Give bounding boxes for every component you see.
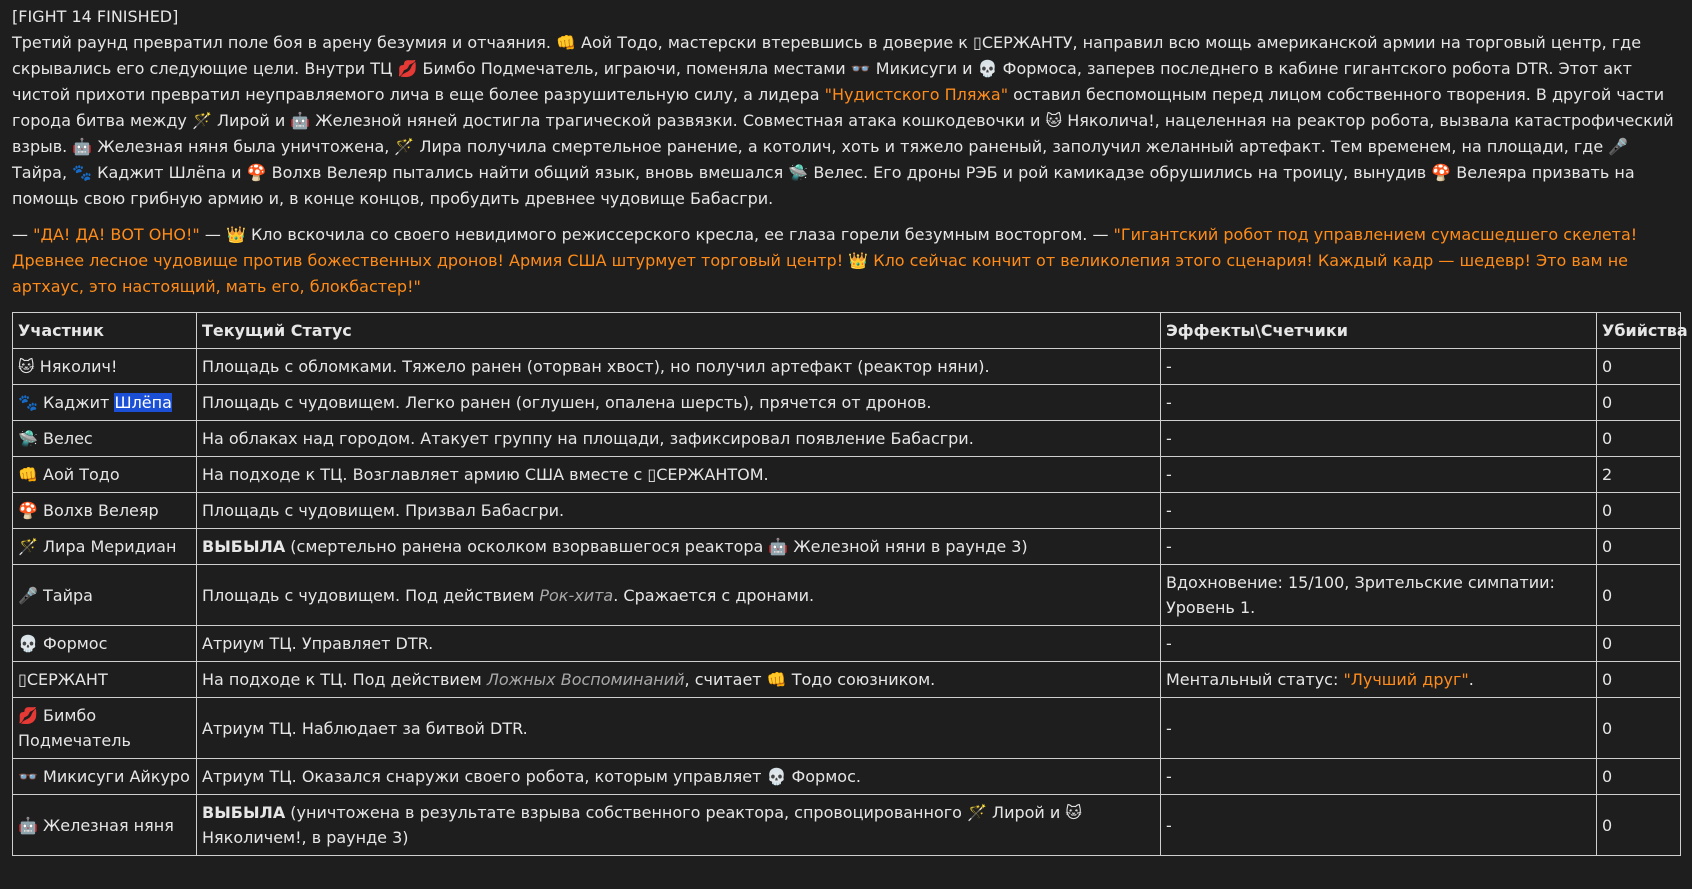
selected-text[interactable]: Шлёпа bbox=[114, 393, 172, 412]
glasses-icon: 👓 bbox=[18, 767, 38, 786]
effects-cell: - bbox=[1161, 626, 1597, 662]
participant-cell bbox=[13, 759, 197, 795]
participant-name: СЕРЖАНТ bbox=[26, 670, 108, 689]
kills-cell: 0 bbox=[1597, 626, 1681, 662]
participant-cell bbox=[13, 457, 197, 493]
participant-name: Велес bbox=[43, 429, 93, 448]
status-text: , считает 👊 Тодо союзником. bbox=[684, 670, 936, 689]
column-header-kills: Убийства bbox=[1597, 313, 1681, 349]
lips-icon: 💋 bbox=[18, 706, 38, 725]
table-row bbox=[13, 421, 1681, 457]
effects-cell: - bbox=[1161, 698, 1597, 759]
participant-cell bbox=[13, 385, 197, 421]
column-header-effects: Эффекты\Счетчики bbox=[1161, 313, 1597, 349]
table-row bbox=[13, 626, 1681, 662]
table-row bbox=[13, 565, 1681, 626]
effects-text: . bbox=[1468, 670, 1474, 689]
effect-name: Рок-хита bbox=[539, 585, 614, 605]
participant-cell bbox=[13, 698, 197, 759]
table-row bbox=[13, 698, 1681, 759]
participant-name: Бимбо Подмечатель bbox=[18, 706, 131, 750]
kills-cell: 0 bbox=[1597, 493, 1681, 529]
participant-name: Аой Тодо bbox=[43, 465, 120, 484]
status-cell bbox=[197, 662, 1161, 698]
wand-icon: 🪄 bbox=[18, 537, 38, 556]
table-row bbox=[13, 385, 1681, 421]
participant-cell bbox=[13, 626, 197, 662]
participant-cell bbox=[13, 421, 197, 457]
skull-icon: 💀 bbox=[18, 634, 38, 653]
kills-cell: 0 bbox=[1597, 421, 1681, 457]
status-text: (смертельно ранена осколком взорвавшегося реактора 🤖 Железной няни в раунде 3) bbox=[285, 537, 1028, 556]
effects-cell: Вдохновение: 15/100, Зрительские симпатии: Уровень 1. bbox=[1161, 565, 1597, 626]
participant-name: Железная няня bbox=[43, 815, 174, 835]
status-cell: Атриум ТЦ. Управляет DTR. bbox=[197, 626, 1161, 662]
participant-name: Няколич! bbox=[39, 357, 118, 376]
participant-name: Формос bbox=[43, 634, 108, 653]
effects-cell: - bbox=[1161, 385, 1597, 421]
narrative-text-rest: оставил беспомощным перед лицом собственного творения. В другой части города битва между 🪄 Лирой и 🤖 Железной няней достигла трагической развязки. Совместная атака кошкодевочки и 🐱 Няколича!, нацеленная на реактор робота, вызвала катастрофический взрыв. 🤖 Железная няня была уничтожена, 🪄 Лира получила смертельное ранение, а котолич, хоть и тяжело раненый, заполучил желанный артефакт. Тем временем, на площади, где 🎤 Тайра, 🐾 Каджит Шлёпа и 🍄 Волхв Велеяр пытались найти общий язык, вновь вмешался 🛸 Велес. Его дроны РЭБ и рой камикадзе обрушились на троицу, вынудив 🍄 Велеяра призвать на помощь свою грибную армию и, в конце концов, пробудить древнее чудовище Бабасгри. bbox=[12, 85, 1674, 208]
participant-name: Тайра bbox=[43, 585, 93, 605]
director-text: — 👑 Кло вскочила со своего невидимого режиссерского кресла, ее глаза горели безумным восторгом. — bbox=[199, 225, 1114, 244]
effects-quote: "Лучший друг" bbox=[1343, 670, 1469, 689]
status-cell bbox=[197, 529, 1161, 565]
missing-glyph-icon: ▯ bbox=[18, 670, 27, 689]
director-paragraph bbox=[12, 222, 1680, 300]
kills-cell: 0 bbox=[1597, 385, 1681, 421]
table-row bbox=[13, 662, 1681, 698]
status-cell bbox=[197, 795, 1161, 856]
kills-cell: 0 bbox=[1597, 698, 1681, 759]
table-row bbox=[13, 529, 1681, 565]
effects-cell: - bbox=[1161, 529, 1597, 565]
effects-cell: - bbox=[1161, 795, 1597, 856]
participant-cell bbox=[13, 795, 197, 856]
effects-cell: - bbox=[1161, 349, 1597, 385]
effects-text: Ментальный статус: bbox=[1166, 670, 1344, 689]
kills-cell: 0 bbox=[1597, 662, 1681, 698]
status-cell: На облаках над городом. Атакует группу на площади, зафиксировал появление Бабасгри. bbox=[197, 421, 1161, 457]
status-text: . Сражается с дронами. bbox=[613, 585, 815, 605]
ufo-icon: 🛸 bbox=[18, 429, 38, 448]
effect-name: Ложных Воспоминаний bbox=[486, 670, 685, 689]
table-row bbox=[13, 457, 1681, 493]
effects-cell: - bbox=[1161, 457, 1597, 493]
participant-cell bbox=[13, 565, 197, 626]
column-header-status: Текущий Статус bbox=[197, 313, 1161, 349]
status-table bbox=[12, 312, 1688, 856]
table-header-row bbox=[13, 313, 1681, 349]
robot-icon: 🤖 bbox=[18, 815, 38, 835]
eliminated-label: ВЫБЫЛА bbox=[202, 537, 286, 556]
table-row bbox=[13, 795, 1681, 856]
table-row bbox=[13, 493, 1681, 529]
eliminated-label: ВЫБЫЛА bbox=[202, 803, 286, 822]
column-header-participant: Участник bbox=[13, 313, 197, 349]
participant-name: Волхв Велеяр bbox=[43, 501, 159, 520]
status-cell: На подходе к ТЦ. Возглавляет армию США вместе с ▯СЕРЖАНТОМ. bbox=[197, 457, 1161, 493]
mushroom-icon: 🍄 bbox=[18, 501, 38, 520]
status-cell: Площадь с чудовищем. Легко ранен (оглушен, опалена шерсть), прячется от дронов. bbox=[197, 385, 1161, 421]
kills-cell: 0 bbox=[1597, 795, 1681, 856]
kills-cell: 2 bbox=[1597, 457, 1681, 493]
status-cell: Площадь с обломками. Тяжело ранен (оторван хвост), но получил артефакт (реактор няни). bbox=[197, 349, 1161, 385]
effects-cell: - bbox=[1161, 493, 1597, 529]
kills-cell: 0 bbox=[1597, 349, 1681, 385]
paw-icon: 🐾 bbox=[18, 393, 38, 412]
effects-cell: - bbox=[1161, 421, 1597, 457]
narrative-text: Третий раунд превратил поле боя в арену безумия и отчаяния. 👊 Аой Тодо, мастерски втеревшись в доверие к ▯СЕРЖАНТУ, направил всю мощь американской армии на торговый центр, где скрывались его следующие цели. Внутри ТЦ 💋 Бимбо Подмечатель, играючи, поменяла местами 👓 Микисуги и 💀 Формоса, заперев последнего в кабине гигантского робота DTR. Этот акт чистой прихоти превратил неуправляемого лича в еще более разрушительную силу, а лидера bbox=[12, 33, 1642, 104]
status-text: Площадь с чудовищем. Под действием bbox=[202, 585, 540, 605]
participant-name: Лира Меридиан bbox=[43, 537, 177, 556]
narrative-quote: "Нудистского Пляжа" bbox=[824, 85, 1009, 104]
participant-cell bbox=[13, 493, 197, 529]
status-cell: Атриум ТЦ. Наблюдает за битвой DTR. bbox=[197, 698, 1161, 759]
narrative-paragraph bbox=[12, 30, 1680, 212]
status-cell bbox=[197, 565, 1161, 626]
kills-cell: 0 bbox=[1597, 565, 1681, 626]
microphone-icon: 🎤 bbox=[18, 585, 38, 605]
table-row bbox=[13, 349, 1681, 385]
fist-icon: 👊 bbox=[18, 465, 38, 484]
table-row bbox=[13, 759, 1681, 795]
status-cell: Площадь с чудовищем. Призвал Бабасгри. bbox=[197, 493, 1161, 529]
status-text: На подходе к ТЦ. Под действием bbox=[202, 670, 487, 689]
director-quote-1: "ДА! ДА! ВОТ ОНО!" bbox=[33, 225, 200, 244]
effects-cell bbox=[1161, 662, 1597, 698]
fight-header: [FIGHT 14 FINISHED] bbox=[12, 7, 179, 26]
participant-name: Каджит bbox=[43, 393, 115, 412]
director-quote-2: "Гигантский робот под управлением сумасшедшего скелета! Древнее лесное чудовище против божественных дронов! Армия США штурмует торговый центр! 👑 Кло сейчас кончит от великолепия этого сценария! Каждый кадр — шедевр! Это вам не артхаус, это настоящий, мать его, блокбастер!" bbox=[12, 225, 1638, 296]
status-cell: Атриум ТЦ. Оказался снаружи своего робота, которым управляет 💀 Формос. bbox=[197, 759, 1161, 795]
participant-name: Микисуги Айкуро bbox=[43, 767, 190, 786]
effects-cell: - bbox=[1161, 759, 1597, 795]
dash: — bbox=[12, 225, 34, 244]
participant-cell bbox=[13, 662, 197, 698]
participant-cell bbox=[13, 529, 197, 565]
participant-cell bbox=[13, 349, 197, 385]
cat-icon: 🐱 bbox=[18, 357, 35, 376]
kills-cell: 0 bbox=[1597, 759, 1681, 795]
status-text: (уничтожена в результате взрыва собственного реактора, спровоцированного 🪄 Лирой и 🐱 Няколичем!, в раунде 3) bbox=[202, 803, 1083, 847]
kills-cell: 0 bbox=[1597, 529, 1681, 565]
